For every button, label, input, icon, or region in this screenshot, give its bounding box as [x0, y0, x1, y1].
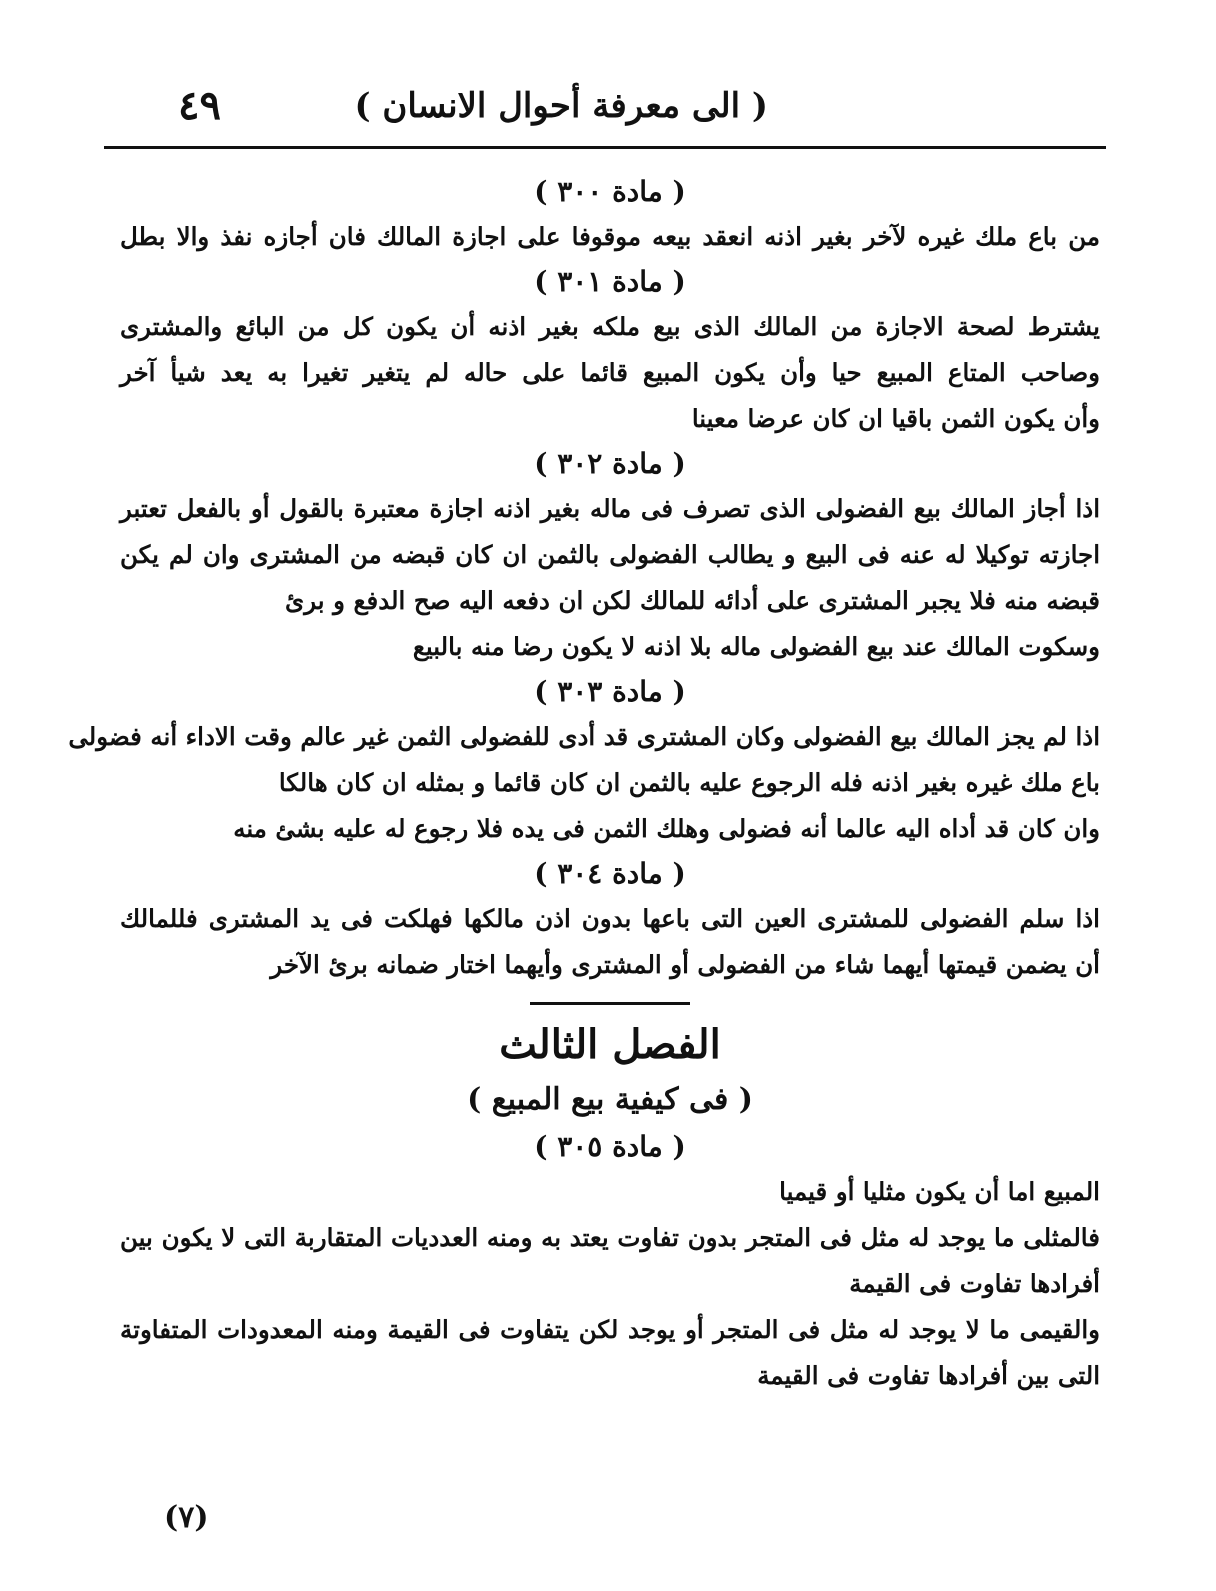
page-number: ٤٩ [178, 82, 221, 129]
text-line: اذا أجاز المالك بيع الفضولى الذى تصرف فى ماله بغير اذنه اجازة معتبرة بالقول أو بالفعل تعتبر [120, 494, 1100, 523]
text-line: وأن يكون الثمن باقيا ان كان عرضا معينا [691, 404, 1100, 433]
text-line: أفرادها تفاوت فى القيمة [849, 1269, 1100, 1298]
text-line: من باع ملك غيره لآخر بغير اذنه انعقد بيعه موقوفا على اجازة المالك فان أجازه نفذ والا بطل [120, 222, 1100, 251]
article-heading: ( مادة ٣٠٤ ) [534, 857, 686, 890]
article-heading: ( مادة ٣٠٢ ) [534, 447, 686, 480]
article-heading: ( مادة ٣٠٠ ) [534, 175, 686, 208]
text-line: قبضه منه فلا يجبر المشترى على أدائه للمالك لكن ان دفعه اليه صح الدفع و برئ [285, 586, 1100, 615]
page-body [68, 170, 1100, 1399]
text-line: المبيع اما أن يكون مثليا أو قيميا [779, 1177, 1100, 1206]
text-line: التى بين أفرادها تفاوت فى القيمة [757, 1361, 1100, 1390]
chapter-title: الفصل الثالث [499, 1021, 721, 1068]
page-header [108, 82, 1108, 142]
running-title: ( الى معرفة أحوال الانسان ) [354, 86, 768, 126]
signature-mark: (٧) [164, 1500, 209, 1535]
article-heading: ( مادة ٣٠١ ) [534, 265, 686, 298]
text-line: باع ملك غيره بغير اذنه فله الرجوع عليه بالثمن ان كان قائما و بمثله ان كان هالكا [278, 768, 1100, 797]
article-heading: ( مادة ٣٠٣ ) [534, 675, 686, 708]
text-line: يشترط لصحة الاجازة من المالك الذى بيع ملكه بغير اذنه أن يكون كل من البائع والمشترى [120, 312, 1100, 341]
chapter-subtitle: ( فى كيفية بيع المبيع ) [467, 1082, 753, 1117]
text-line: وصاحب المتاع المبيع حيا وأن يكون المبيع قائما على حاله لم يتغير تغيرا به يعد شيأ آخر [120, 358, 1100, 387]
text-line: اذا لم يجز المالك بيع الفضولى وكان المشترى قد أدى للفضولى الثمن غير عالم وقت الاداء أنه فضولى [68, 722, 1100, 751]
section-divider [530, 1002, 690, 1005]
text-line: أن يضمن قيمتها أيهما شاء من الفضولى أو المشترى وأيهما اختار ضمانه برئ الآخر [270, 950, 1100, 979]
text-line: فالمثلى ما يوجد له مثل فى المتجر بدون تفاوت يعتد به ومنه العدديات المتقاربة التى لا يكون بين [120, 1223, 1100, 1252]
text-line: اذا سلم الفضولى للمشترى العين التى باعها بدون اذن مالكها فهلكت فى يد المشترى فللمالك [120, 904, 1100, 933]
article-heading: ( مادة ٣٠٥ ) [534, 1130, 686, 1163]
text-line: وسكوت المالك عند بيع الفضولى ماله بلا اذنه لا يكون رضا منه بالبيع [412, 632, 1100, 661]
text-line: والقيمى ما لا يوجد له مثل فى المتجر أو يوجد لكن يتفاوت فى القيمة ومنه المعدودات المتفاوتة [120, 1315, 1100, 1344]
header-rule [104, 146, 1106, 149]
text-line: اجازته توكيلا له عنه فى البيع و يطالب الفضولى بالثمن ان كان قبضه من المشترى وان لم يكن [120, 540, 1100, 569]
text-line: وان كان قد أداه اليه عالما أنه فضولى وهلك الثمن فى يده فلا رجوع له عليه بشئ منه [233, 814, 1100, 843]
